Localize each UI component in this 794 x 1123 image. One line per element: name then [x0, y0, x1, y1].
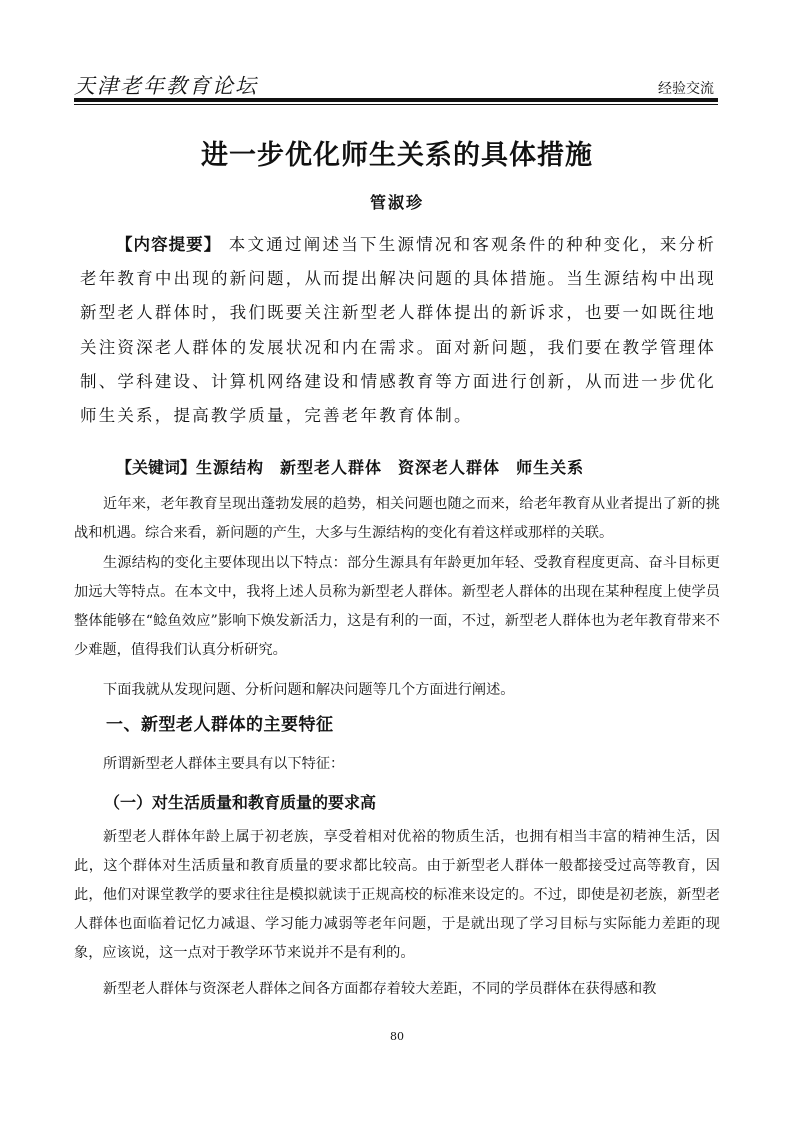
keyword: 新型老人群体 — [280, 458, 383, 477]
article-title: 进一步优化师生关系的具体措施 — [201, 140, 593, 171]
page-number: 80 — [390, 1030, 404, 1043]
journal-logo: 天津老年教育论坛 — [74, 74, 258, 98]
article-author: 管淑珍 — [369, 193, 424, 212]
body-paragraph: 生源结构的变化主要体现出以下特点：部分生源具有年龄更加年轻、受教育程度更高、奋斗目标更加远大等特点。在本文中，我将上述人员称为新型老人群体。新型老人群体的出现在某种程度上使学员整体能够在“鲶鱼效应”影响下焕发新活力，这是有利的一面，不过，新型老人群体也为老年教育带来不少难题，值得我们认真分析研究。 — [74, 555, 720, 658]
abstract — [80, 228, 716, 433]
keyword: 师生关系 — [516, 458, 585, 477]
keyword: 生源结构 — [196, 458, 265, 477]
subsection-heading: （一）对生活质量和教育质量的要求高 — [104, 793, 377, 812]
body-paragraph: 新型老人群体年龄上属于初老族，享受着相对优裕的物质生活，也拥有相当丰富的精神生活，因此，这个群体对生活质量和教育质量的要求都比较高。由于新型老人群体一般都接受过高等教育，因此，他们对课堂教学的要求往往是模拟就读于正规高校的标准来设定的。不过，即使是初老族，新型老人群体也面临着记忆力减退、学习能力减弱等老年问题，于是就出现了学习目标与实际能力差距的现象，应该说，这一点对于教学环节来说并不是有利的。 — [74, 829, 720, 961]
keyword: 资深老人群体 — [398, 458, 501, 477]
body-paragraph: 新型老人群体与资深老人群体之间各方面都存着较大差距，不同的学员群体在获得感和教 — [103, 981, 657, 997]
body-paragraph: 近年来，老年教育呈现出蓬勃发展的趋势，相关问题也随之而来，给老年教育从业者提出了新的挑战和机遇。综合来看，新问题的产生，大多与生源结构的变化有着这样或那样的关联。 — [74, 496, 720, 541]
body-paragraph: 所谓新型老人群体主要具有以下特征： — [103, 756, 345, 772]
section-label: 经验交流 — [658, 81, 714, 97]
keywords — [116, 455, 600, 478]
header-rule-thick — [74, 98, 718, 102]
abstract-label: 【内容提要】 — [116, 235, 222, 254]
header-rule-thin — [74, 104, 718, 105]
keywords-label: 【关键词】 — [116, 458, 197, 477]
body-paragraph: 下面我就从发现问题、分析问题和解决问题等几个方面进行阐述。 — [103, 682, 515, 698]
abstract-text: 本文通过阐述当下生源情况和客观条件的种种变化，来分析老年教育中出现的新问题，从而提出解决问题的具体措施。当生源结构中出现新型老人群体时，我们既要关注新型老人群体提出的新诉求，也要一如既往地关注资深老人群体的发展状况和内在需求。面对新问题，我们要在教学管理体制、学科建设、计算机网络建设和情感教育等方面进行创新，从而进一步优化师生关系，提高教学质量，完善老年教育体制。 — [80, 235, 717, 426]
section-heading: 一、新型老人群体的主要特征 — [106, 715, 334, 735]
